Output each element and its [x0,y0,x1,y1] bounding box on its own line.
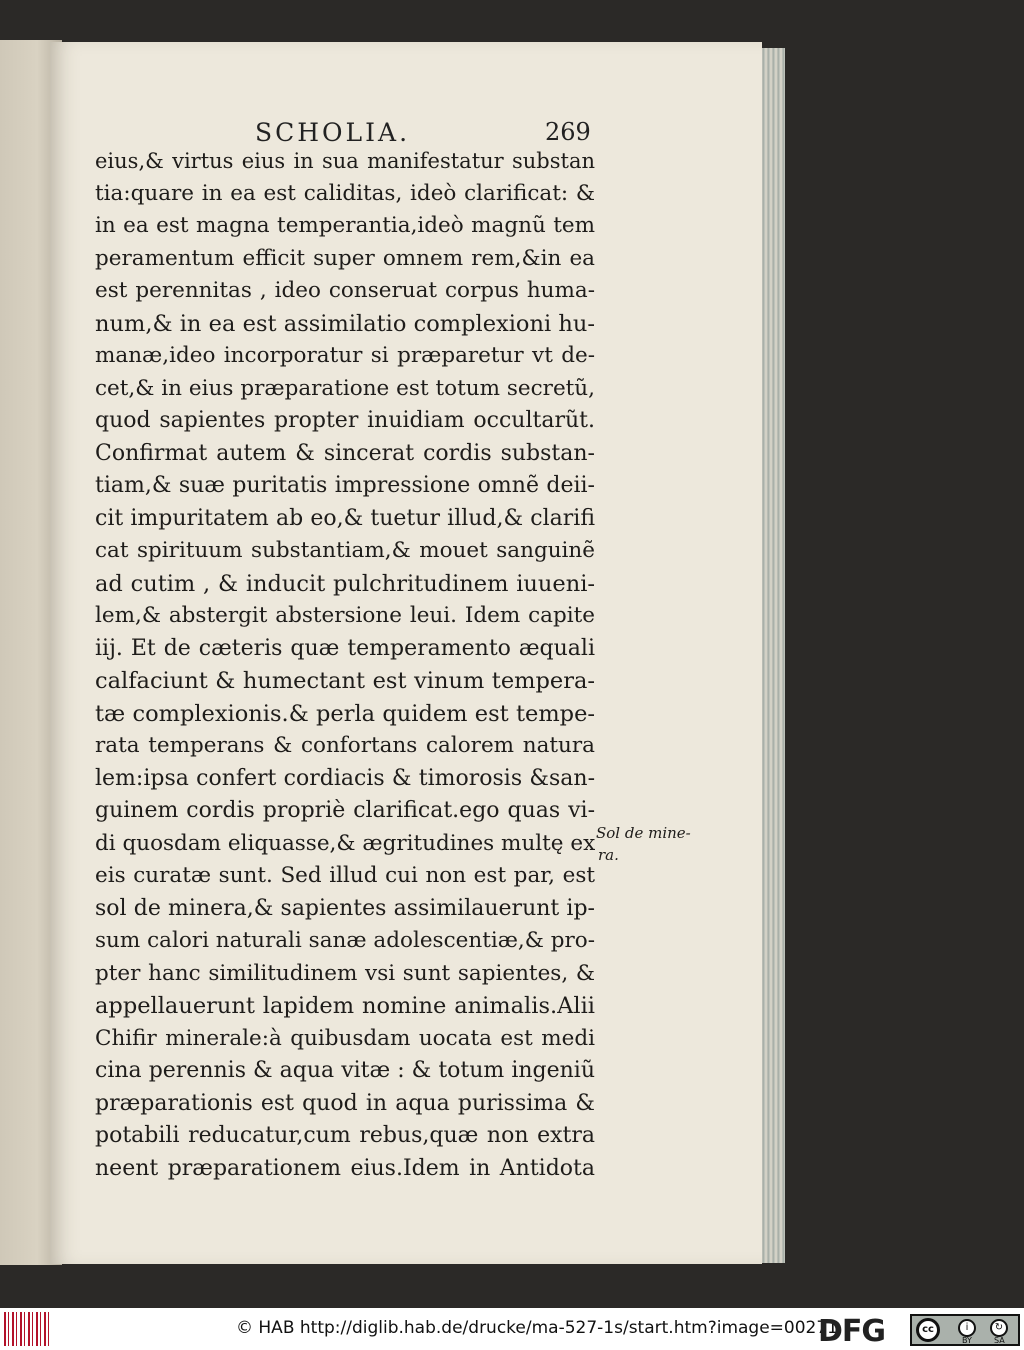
text-line: lem:ipsa confert cordiacis & timorosis &san- [95,765,595,791]
text-line: præparationis est quod in aqua purissima & [95,1090,595,1116]
text-line: in ea est magna temperantia,ideò magnũ tem [95,213,595,238]
text-line: eius,& virtus eius in sua manifestatur substan [95,149,595,173]
text-line: num,& in ea est assimilatio complexioni hu- [95,310,595,337]
text-line: calfaciunt & humectant est vinum tempera- [95,668,595,694]
running-head: SCHOLIA. [255,118,411,147]
viewer-footer [0,1308,1024,1350]
share-alike-icon: ↻ [990,1319,1008,1337]
page-number: 269 [545,118,591,146]
dfg-logo: DFG [818,1314,886,1349]
creative-commons-badge[interactable] [910,1314,1020,1346]
cc-icon: cc [916,1318,940,1342]
text-line: rata temperans & confortans calorem natura [95,733,595,758]
main-text [95,145,595,1185]
text-line: lem,& abstergit abstersione leui. Idem capite [95,603,595,628]
text-line: cet,& in eius præparatione est totum secretũ, [95,375,595,401]
text-line: quod sapientes propter inuidiam occultarũt. [95,408,595,433]
text-line: neent præparationem eius.Idem in Antidota [95,1155,595,1181]
text-line: cat spirituum substantiam,& mouet sanguinẽ [95,538,595,563]
text-line: cina perennis & aqua vitæ : & totum ingeniũ [95,1058,595,1083]
barcode-icon [4,1312,50,1346]
text-line: sol de minera,& sapientes assimilauerunt ip- [95,895,595,921]
text-line: tia:quare in ea est caliditas, ideò clarificat: & [95,180,595,206]
sa-label: SA [994,1336,1005,1345]
text-line: cit impuritatem ab eo,& tuetur illud,& clarifi [95,505,595,531]
copyright-link[interactable]: © HAB http://diglib.hab.de/drucke/ma-527-1s/start.htm?image=00271 [236,1318,838,1338]
text-line: manæ,ideo incorporatur si præparetur vt de- [95,343,595,368]
text-line: est perennitas , ideo conseruat corpus huma- [95,278,595,303]
text-line: potabili reducatur,cum rebus,quæ non extra [95,1123,595,1148]
text-line: sum calori naturali sanæ adolescentiæ,& pro- [95,928,595,953]
text-line: guinem cordis propriè clarificat.ego quas vi- [95,798,595,823]
by-label: BY [962,1336,972,1345]
text-line: di quosdam eliquasse,& ægritudines multę ex [95,830,595,856]
attribution-icon: i [958,1319,976,1337]
text-line: eis curatæ sunt. Sed illud cui non est par, est [95,863,595,888]
marginal-note-line: Sol de mine- [596,824,691,842]
marginal-note-line: ra. [598,846,619,864]
text-line: tiam,& suæ puritatis impressione omnẽ deii- [95,473,595,498]
text-line: Confirmat autem & sincerat cordis substan- [95,440,595,466]
text-line: peramentum efficit super omnem rem,&in ea [95,245,595,271]
text-line: Chifir minerale:à quibusdam uocata est medi [95,1025,595,1051]
text-line: ad cutim , & inducit pulchritudinem iuueni- [95,570,595,597]
text-line: appellauerunt lapidem nomine animalis.Alii [95,993,595,1019]
text-line: pter hanc similitudinem vsi sunt sapientes, & [95,960,595,986]
marginal-note [596,822,716,866]
text-line: tæ complexionis.& perla quidem est tempe- [95,700,595,727]
text-line: iij. Et de cæteris quæ temperamento æquali [95,635,595,661]
